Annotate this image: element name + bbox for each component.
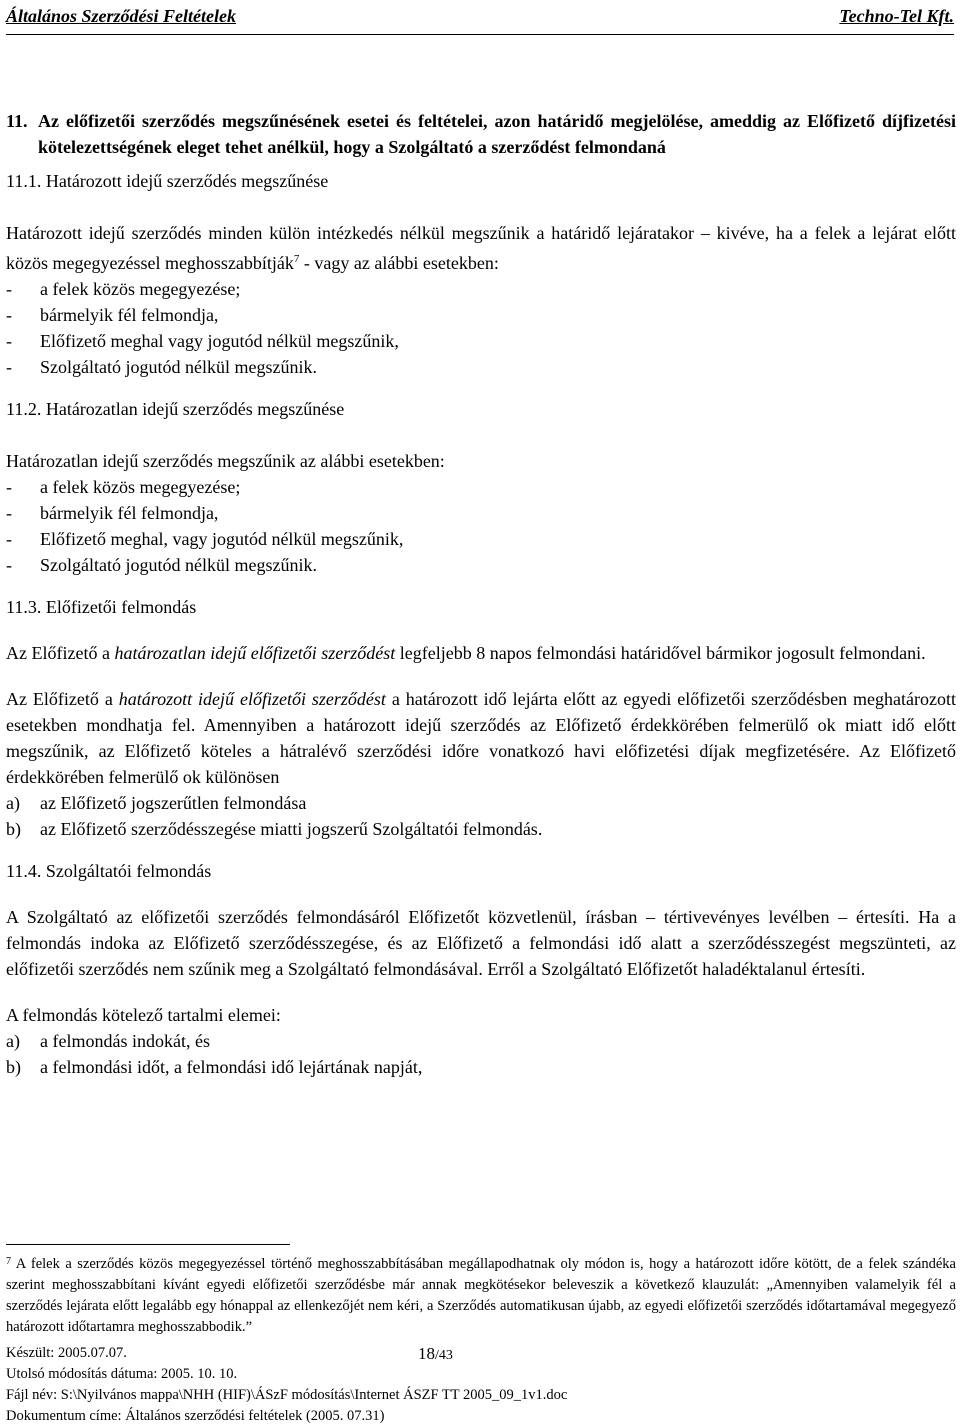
document-title: Dokumentum címe: Általános szerződési feltételek (2005. 07.31) xyxy=(6,1408,385,1424)
list-item: - bármelyik fél felmondja, xyxy=(6,305,219,325)
footnote-text: A felek a szerződés közös megegyezéssel történő meghosszabbításában megállapodhatnak oly módon is, hogy a határozott időre kötött, de a felek szándéka szerint meghosszabbítani kívánt egyedi előfizetői szerződésbe már annak megkötésekor beleveszik a következő klauzulát: „Amennyiben valamelyik fél a szerződés lejárata előtt legalább egy hónappal az ellenkezőjét nem kéri, a Szerződés automatikusan újabb, az egyedi előfizetői szerződés időtartamával megegyező határozott időtartamra meghosszabbodik.” xyxy=(6,1256,956,1335)
list-item: a) az Előfizető jogszerűtlen felmondása xyxy=(6,793,307,813)
paragraph-11-2-intro: Határozatlan idejű szerződés megszűnik az alábbi esetekben: xyxy=(6,451,445,471)
header-document-title: Általános Szerződési Feltételek xyxy=(6,6,237,26)
list-item: - Szolgáltató jogutód nélkül megszűnik. xyxy=(6,555,317,575)
footnote-separator xyxy=(6,1244,290,1245)
subsection-11-4-heading: 11.4. Szolgáltatói felmondás xyxy=(6,861,212,881)
list-item: a) a felmondás indokát, és xyxy=(6,1031,210,1051)
list-item: - Előfizető meghal vagy jogutód nélkül megszűnik, xyxy=(6,331,399,351)
termination-list-11-1 xyxy=(6,276,956,380)
header-company-name: Techno-Tel Kft. xyxy=(839,6,954,26)
paragraph-11-4-1: A Szolgáltató az előfizetői szerződés felmondásáról Előfizetőt közvetlenül, írásban – tértivevényes levélben – értesíti. Ha a felmondás indoka az Előfizető szerződésszegése, és az Előfizető a felmondási idő alatt a szerződésszegést megszünteti, az előfizetői szerződés nem szűnik meg a Szolgáltató felmondásával. Erről a Szolgáltató Előfizetőt haladéktalanul értesíti. xyxy=(6,907,956,979)
subsection-11-3-heading: 11.3. Előfizetői felmondás xyxy=(6,597,197,617)
subsection-11-2-heading: 11.2. Határozatlan idejű szerződés megszűnése xyxy=(6,399,345,419)
paragraph-11-1-intro xyxy=(6,220,956,276)
required-elements-list xyxy=(6,1028,956,1080)
list-item: b) a felmondási időt, a felmondási idő lejártának napját, xyxy=(6,1057,423,1077)
intro-text-end: - vagy az alábbi esetekben: xyxy=(299,253,499,273)
paragraph-11-3-2: Az Előfizető a határozott idejű előfizetői szerződést a határozott idő lejárta előtt az egyedi előfizetői szerződésben meghatározott esetekben mondhatja fel. Amennyiben a határozott idejű szerződés az Előfizető érdekkörében felmerülő ok miatt idő előtt megszűnik, az Előfizető köteles a hátralévő szerződési időre vonatkozó havi előfizetési díjak megfizetésére. Az Előfizető érdekkörében felmerülő ok különösen xyxy=(6,689,957,787)
section-title-text: Az előfizetői szerződés megszűnésének esetei és feltételei, azon határidő megjelölése, ameddig az Előfizető díjfizetési kötelezettségének eleget tehet anélkül, hogy a Szolgáltató a szerződést felmondaná xyxy=(38,111,956,157)
emphasis-text: határozatlan idejű előfizetői szerződést xyxy=(114,643,396,663)
subsection-11-1-heading: 11.1. Határozott idejű szerződés megszűnése xyxy=(6,171,329,191)
list-item: - a felek közös megegyezése; xyxy=(6,477,241,497)
paragraph-11-3-1: Az Előfizető a határozatlan idejű előfizetői szerződést legfeljebb 8 napos felmondási határidővel bármikor jogosult felmondani. xyxy=(6,643,926,663)
page-number: 18/43 xyxy=(418,1344,453,1363)
page-header xyxy=(6,0,954,35)
footnote-ref: 7 xyxy=(293,253,300,265)
intro-text: Határozott idejű szerződés minden külön intézkedés nélkül megszűnik a határidő lejáratakor – kivéve, ha a felek a lejárat előtt közös megegyezéssel meghosszabbítják xyxy=(6,223,956,273)
footnote-7 xyxy=(6,1251,956,1338)
list-item: - Előfizető meghal, vagy jogutód nélkül megszűnik, xyxy=(6,529,404,549)
list-item: - bármelyik fél felmondja, xyxy=(6,503,219,523)
reason-list-11-3 xyxy=(6,790,956,842)
section-number: 11. xyxy=(6,111,28,131)
section-11-title xyxy=(6,108,956,160)
modified-date: Utolsó módosítás dátuma: 2005. 10. 10. xyxy=(6,1366,238,1382)
footnote-area xyxy=(6,1244,956,1338)
paragraph-11-4-2: A felmondás kötelező tartalmi elemei: xyxy=(6,1005,281,1025)
list-item: b) az Előfizető szerződésszegése miatti jogszerű Szolgáltatói felmondás. xyxy=(6,819,543,839)
footnote-number: 7 xyxy=(6,1256,11,1267)
emphasis-text: határozott idejű előfizetői szerződést xyxy=(118,689,386,709)
list-item: - a felek közös megegyezése; xyxy=(6,279,241,299)
created-date: Készült: 2005.07.07. xyxy=(6,1345,127,1361)
termination-list-11-2 xyxy=(6,474,956,578)
document-footer xyxy=(6,1343,956,1427)
list-item: - Szolgáltató jogutód nélkül megszűnik. xyxy=(6,357,317,377)
main-content xyxy=(6,108,956,1080)
file-name: Fájl név: S:\Nyilvános mappa\NHH (HIF)\ÁSzF módosítás\Internet ÁSZF TT 2005_09_1v1.doc xyxy=(6,1387,568,1403)
